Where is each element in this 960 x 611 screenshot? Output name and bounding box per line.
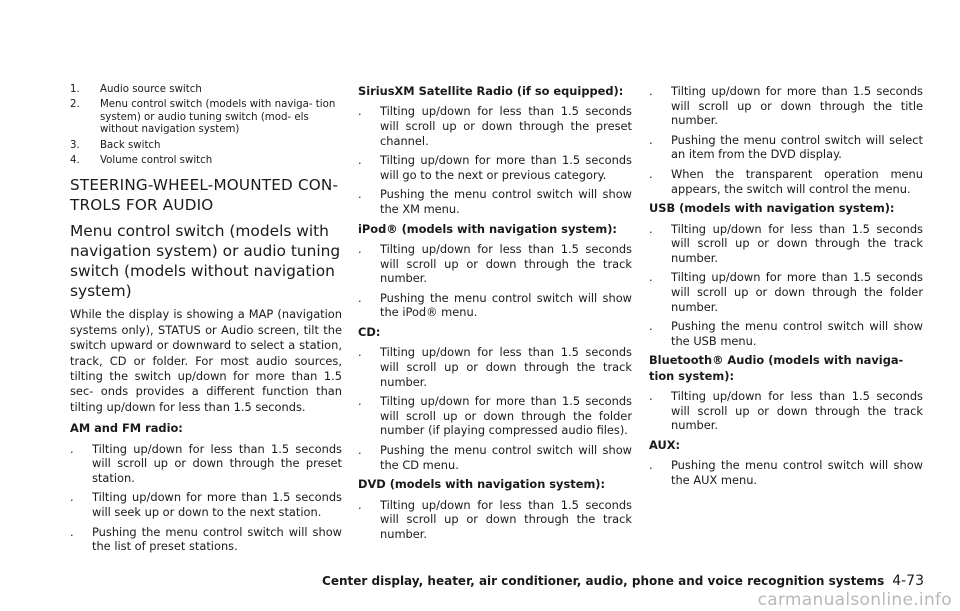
- list-item: . Pushing the menu control switch will show the USB menu.: [649, 319, 923, 348]
- list-item: . Tilting up/down for less than 1.5 seconds will scroll up or down through the track number.: [358, 497, 632, 541]
- ipod-heading: iPod® (models with navigation system):: [358, 221, 617, 236]
- usb-heading: USB (models with navigation system):: [649, 201, 895, 216]
- list-item: . Pushing the menu control switch will select an item from the DVD display.: [649, 132, 923, 162]
- siriusxm-bullets: [358, 104, 632, 216]
- list-item: 3. Back switch: [70, 139, 161, 151]
- dvd-heading: DVD (models with navigation system):: [358, 477, 606, 492]
- cd-bullets: [358, 345, 632, 472]
- list-item: . Tilting up/down for more than 1.5 seconds will scroll up or down through the title number.: [649, 84, 923, 128]
- list-item: 2. Menu control switch (models with naviga- tion system) or audio tuning switch (mod- els without navigation system): [70, 99, 336, 136]
- bluetooth-heading: Bluetooth® Audio (models with naviga- tion system):: [649, 353, 904, 383]
- list-item: 1. Audio source switch: [70, 84, 202, 95]
- list-item: . Tilting up/down for less than 1.5 seconds will scroll up or down through the track number.: [358, 241, 632, 286]
- list-item: . Pushing the menu control switch will show the iPod® menu.: [358, 290, 632, 320]
- list-item: . Tilting up/down for more than 1.5 seconds will scroll up or down through the folder number (if playing compressed audio files).: [358, 394, 632, 438]
- ipod-bullets: [358, 242, 632, 320]
- usb-bullets: [649, 222, 923, 349]
- section-heading: STEERING-WHEEL-MOUNTED CON- TROLS FOR AUDIO: [70, 176, 339, 215]
- column-middle: [358, 84, 632, 546]
- cd-heading: CD:: [358, 324, 381, 339]
- list-item: . Tilting up/down for less than 1.5 seconds will scroll up or down through the track number.: [358, 345, 632, 389]
- list-item: 4. Volume control switch: [70, 155, 213, 167]
- bluetooth-bullets: [649, 389, 923, 433]
- list-item: . Tilting up/down for less than 1.5 seconds will scroll up or down through the preset channel.: [358, 104, 632, 148]
- list-item: . When the transparent operation menu appears, the switch will control the menu.: [649, 166, 923, 196]
- column-right: [649, 84, 923, 493]
- footer-chapter-title: Center display, heater, air conditioner, audio, phone and voice recognition systems: [322, 574, 885, 588]
- list-item: . Tilting up/down for less than 1.5 seconds will scroll up or down through the track number.: [649, 389, 923, 433]
- am-fm-heading: AM and FM radio:: [70, 421, 183, 436]
- aux-heading: AUX:: [649, 437, 681, 452]
- page-footer: [322, 573, 924, 589]
- column-left: [70, 84, 342, 559]
- list-item: . Pushing the menu control switch will show the CD menu.: [358, 442, 632, 472]
- watermark: carmanualsonline.info: [757, 590, 952, 610]
- dvd-bullets-part1: [358, 498, 632, 542]
- siriusxm-heading: SiriusXM Satellite Radio (if so equipped):: [358, 84, 624, 98]
- list-item: . Tilting up/down for more than 1.5 seconds will seek up or down to the next station.: [70, 490, 342, 520]
- page-number: 4-73: [892, 573, 924, 589]
- list-item: . Pushing the menu control switch will show the list of preset stations.: [70, 524, 342, 554]
- list-item: . Pushing the menu control switch will show the AUX menu.: [649, 458, 923, 487]
- list-item: . Tilting up/down for less than 1.5 seconds will scroll up or down through the track number.: [649, 221, 923, 265]
- subsection-heading: Menu control switch (models with navigation system) or audio tuning switch (models without navigation system): [70, 222, 341, 301]
- list-item: . Tilting up/down for more than 1.5 seconds will scroll up or down through the folder number.: [649, 270, 923, 314]
- intro-paragraph: While the display is showing a MAP (navigation systems only), STATUS or Audio screen, tilt the switch upward or downward to select a station, track, CD or folder. For most audio sources, tilting the switch up/down for more than 1.5 sec- onds provides a different function than tilting up/down for less than 1.5 seconds.: [70, 307, 342, 414]
- dvd-bullets-part2: [649, 84, 923, 196]
- list-item: . Tilting up/down for less than 1.5 seconds will scroll up or down through the preset station.: [70, 441, 342, 485]
- list-item: . Pushing the menu control switch will show the XM menu.: [358, 187, 632, 216]
- am-fm-bullets: [70, 442, 342, 554]
- numbered-callout-list: [70, 84, 342, 167]
- aux-bullets: [649, 458, 923, 487]
- list-item: . Tilting up/down for more than 1.5 seconds will go to the next or previous category.: [358, 153, 632, 182]
